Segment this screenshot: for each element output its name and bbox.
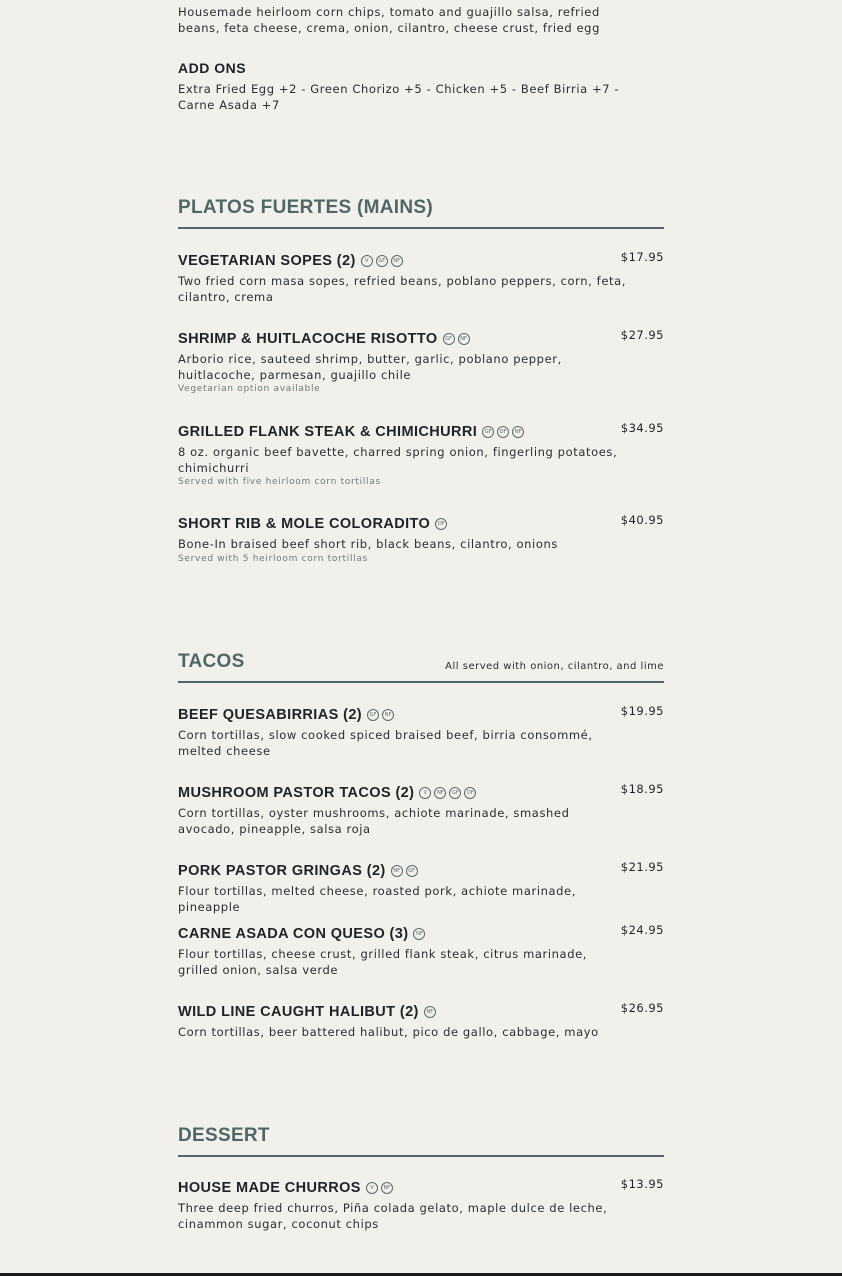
menu-item — [178, 515, 664, 564]
badge-icon: NF — [381, 1182, 393, 1194]
item-description: Corn tortillas, beer battered halibut, pico de gallo, cabbage, mayo — [178, 1025, 599, 1039]
item-description: 8 oz. organic beef bavette, charred spring onion, fingerling potatoes, chimichurri — [178, 445, 618, 475]
addons-block — [178, 60, 628, 113]
item-name-text: CARNE ASADA CON QUESO (3) — [178, 926, 409, 942]
badge-icon: GF — [449, 787, 461, 799]
section-header — [178, 197, 664, 229]
section-title: PLATOS FUERTES (MAINS) — [178, 197, 434, 218]
badge-icon: NF — [424, 1006, 436, 1018]
item-name-text: BEEF QUESABIRRIAS (2) — [178, 707, 363, 723]
item-name — [178, 330, 664, 348]
item-description: Corn tortillas, oyster mushrooms, achiote marinade, smashed avocado, pineapple, salsa roja — [178, 806, 570, 836]
menu-item — [178, 784, 664, 837]
badge-icon: GF — [482, 426, 494, 438]
item-price: $19.95 — [620, 704, 664, 718]
item-price: $27.95 — [620, 328, 664, 342]
badge-icon: DF — [435, 518, 447, 530]
badge-icon: V — [366, 1182, 378, 1194]
dietary-badges — [419, 787, 476, 799]
item-name-text: PORK PASTOR GRINGAS (2) — [178, 863, 386, 879]
item-description: Flour tortillas, cheese crust, grilled flank steak, citrus marinade, grilled onion, salsa verde — [178, 947, 588, 977]
dietary-badges — [361, 255, 403, 267]
item-price: $40.95 — [620, 513, 664, 527]
item-name-text: VEGETARIAN SOPES (2) — [178, 253, 356, 269]
item-name-text: HOUSE MADE CHURROS — [178, 1180, 361, 1196]
addons-description: Extra Fried Egg +2 - Green Chorizo +5 - Chicken +5 - Beef Birria +7 - Carne Asada +7 — [178, 82, 620, 112]
item-price: $18.95 — [620, 782, 664, 796]
item-note: Served with 5 heirloom corn tortillas — [178, 553, 368, 564]
item-name — [178, 784, 664, 802]
item-name — [178, 925, 664, 943]
item-description: Flour tortillas, melted cheese, roasted pork, achiote marinade, pineapple — [178, 884, 576, 914]
badge-icon: NF — [413, 928, 425, 940]
badge-icon: NF — [512, 426, 524, 438]
menu-item — [178, 1179, 664, 1232]
badge-icon: NF — [391, 255, 403, 267]
section-header — [178, 651, 664, 683]
dietary-badges — [482, 426, 524, 438]
badge-icon: GF — [443, 333, 455, 345]
item-price: $26.95 — [620, 1001, 664, 1015]
item-price: $21.95 — [620, 860, 664, 874]
item-name-text: SHRIMP & HUITLACOCHE RISOTTO — [178, 331, 438, 347]
badge-icon: V — [361, 255, 373, 267]
item-name — [178, 515, 664, 533]
dietary-badges — [367, 709, 394, 721]
badge-icon: NF — [391, 865, 403, 877]
item-name-text: SHORT RIB & MOLE COLORADITO — [178, 516, 431, 532]
badge-icon: V — [419, 787, 431, 799]
item-description: Corn tortillas, slow cooked spiced braised beef, birria consommé, melted cheese — [178, 728, 593, 758]
item-name — [178, 423, 664, 441]
badge-icon: DF — [497, 426, 509, 438]
section-note: All served with onion, cilantro, and lime — [445, 661, 664, 672]
badge-icon: NF — [382, 709, 394, 721]
badge-icon: GF — [367, 709, 379, 721]
item-name — [178, 706, 664, 724]
dietary-badges — [391, 865, 418, 877]
item-name — [178, 1003, 664, 1021]
item-name-text: MUSHROOM PASTOR TACOS (2) — [178, 785, 415, 801]
dietary-badges — [435, 518, 447, 530]
section-title: TACOS — [178, 651, 245, 672]
dietary-badges — [424, 1006, 436, 1018]
item-note: Served with five heirloom corn tortillas — [178, 477, 381, 487]
badge-icon: NF — [458, 333, 470, 345]
item-description: Bone-In braised beef short rib, black beans, cilantro, onions — [178, 537, 558, 551]
menu-item — [178, 706, 664, 759]
menu-item — [178, 925, 664, 978]
item-note: Vegetarian option available — [178, 384, 321, 394]
section-title: DESSERT — [178, 1125, 270, 1146]
item-price: $24.95 — [620, 923, 664, 937]
item-price: $34.95 — [620, 421, 664, 435]
item-price: $13.95 — [620, 1177, 664, 1191]
item-name-text: WILD LINE CAUGHT HALIBUT (2) — [178, 1004, 419, 1020]
dietary-badges — [443, 333, 470, 345]
section-header — [178, 1125, 664, 1157]
section-mains — [178, 197, 664, 229]
item-name — [178, 862, 664, 880]
section-tacos — [178, 651, 664, 683]
intro-description: Housemade heirloom corn chips, tomato and guajillo salsa, refried beans, feta cheese, crema, onion, cilantro, cheese crust, fried egg — [178, 5, 600, 35]
menu-item — [178, 862, 664, 915]
item-description: Three deep fried churros, Piña colada gelato, maple dulce de leche, cinammon sugar, coconut chips — [178, 1201, 608, 1231]
dietary-badges — [413, 928, 425, 940]
addons-title: ADD ONS — [178, 60, 247, 76]
badge-icon: GF — [376, 255, 388, 267]
menu-item — [178, 252, 664, 305]
badge-icon: GF — [406, 865, 418, 877]
item-name — [178, 1179, 664, 1197]
item-name — [178, 252, 664, 270]
badge-icon: DF — [464, 787, 476, 799]
menu-item — [178, 423, 664, 487]
item-price: $17.95 — [620, 250, 664, 264]
item-description: Two fried corn masa sopes, refried beans, poblano peppers, corn, feta, cilantro, crema — [178, 274, 627, 304]
section-dessert — [178, 1125, 664, 1157]
item-description: Arborio rice, sauteed shrimp, butter, garlic, poblano pepper, huitlacoche, parmesan, guajillo chile — [178, 352, 562, 382]
dietary-badges — [366, 1182, 393, 1194]
menu-item — [178, 1003, 664, 1041]
item-name-text: GRILLED FLANK STEAK & CHIMICHURRI — [178, 424, 478, 440]
menu-item — [178, 330, 664, 394]
badge-icon: NF — [434, 787, 446, 799]
